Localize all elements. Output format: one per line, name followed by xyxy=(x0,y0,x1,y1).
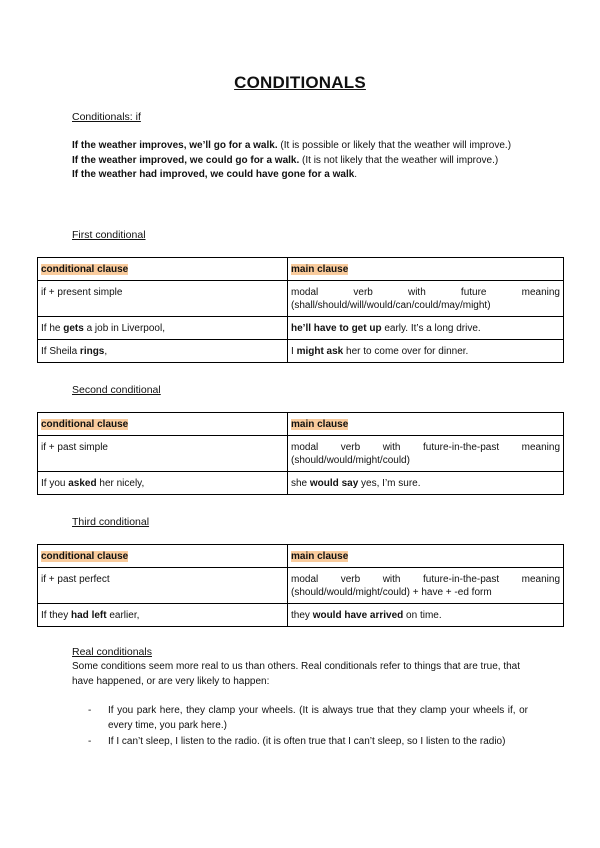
table-header-row xyxy=(38,258,564,281)
section-heading-third-conditional: Third conditional xyxy=(72,516,150,528)
table-row xyxy=(38,340,564,363)
table-cell: I might ask her to come over for dinner. xyxy=(288,340,564,363)
table-cell: If Sheila rings, xyxy=(38,340,288,363)
header-conditional-clause: conditional clause xyxy=(41,419,129,430)
first-conditional-table xyxy=(37,257,564,363)
list-item: - If I can’t sleep, I listen to the radio. (it is often true that I can’t sleep, so I listen to the radio) xyxy=(88,735,528,750)
intro-examples xyxy=(72,139,528,183)
real-conditionals-text: Some conditions seem more real to us than others. Real conditionals refer to things that are true, that have happened, or are very likely to happen: xyxy=(72,661,521,687)
bullet-dash: - xyxy=(88,705,92,716)
table-cell: If he gets a job in Liverpool, xyxy=(38,317,288,340)
table-cell: modal verb with future-in-the-past meaning (should/would/might/could) + have + -ed form xyxy=(288,568,564,604)
table-cell: she would say yes, I’m sure. xyxy=(288,472,564,495)
header-conditional-clause: conditional clause xyxy=(41,551,129,562)
list-item: - If you park here, they clamp your wheels. (It is always true that they clamp your wheels if, or every time, you park here.) xyxy=(88,705,528,731)
section-heading-second-conditional: Second conditional xyxy=(72,384,161,396)
table-row xyxy=(38,568,564,604)
table-header-row xyxy=(38,545,564,568)
section-heading-real-conditionals: Real conditionals xyxy=(72,646,152,658)
header-main-clause: main clause xyxy=(291,551,349,562)
example-line: If the weather improved, we could go for a walk. (It is not likely that the weather will improve.) xyxy=(72,154,499,166)
example-line: If the weather improves, we’ll go for a walk. (It is possible or likely that the weather will improve.) xyxy=(72,140,512,151)
header-conditional-clause: conditional clause xyxy=(41,264,129,275)
example-line: If the weather had improved, we could have gone for a walk. xyxy=(72,169,358,180)
table-cell: modal verb with future-in-the-past meaning (should/would/might/could) xyxy=(288,436,564,472)
table-row xyxy=(38,472,564,495)
table-row xyxy=(38,436,564,472)
bullet-dash: - xyxy=(88,736,92,747)
table-row xyxy=(38,604,564,627)
table-cell: if + past perfect xyxy=(38,568,288,604)
table-header-row xyxy=(38,413,564,436)
table-cell: if + past simple xyxy=(38,436,288,472)
header-main-clause: main clause xyxy=(291,419,349,430)
table-cell: he’ll have to get up early. It’s a long drive. xyxy=(288,317,564,340)
header-main-clause: main clause xyxy=(291,264,349,275)
section-heading-conditionals-if: Conditionals: if xyxy=(72,111,141,123)
table-row xyxy=(38,317,564,340)
third-conditional-table xyxy=(37,544,564,627)
real-conditionals-list xyxy=(88,704,528,752)
table-cell: If you asked her nicely, xyxy=(38,472,288,495)
table-cell: modal verb with future meaning (shall/should/will/would/can/could/may/might) xyxy=(288,281,564,317)
table-row xyxy=(38,281,564,317)
section-heading-first-conditional: First conditional xyxy=(72,229,146,241)
table-cell: they would have arrived on time. xyxy=(288,604,564,627)
table-cell: if + present simple xyxy=(38,281,288,317)
page-title: CONDITIONALS xyxy=(234,73,366,92)
table-cell: If they had left earlier, xyxy=(38,604,288,627)
second-conditional-table xyxy=(37,412,564,495)
